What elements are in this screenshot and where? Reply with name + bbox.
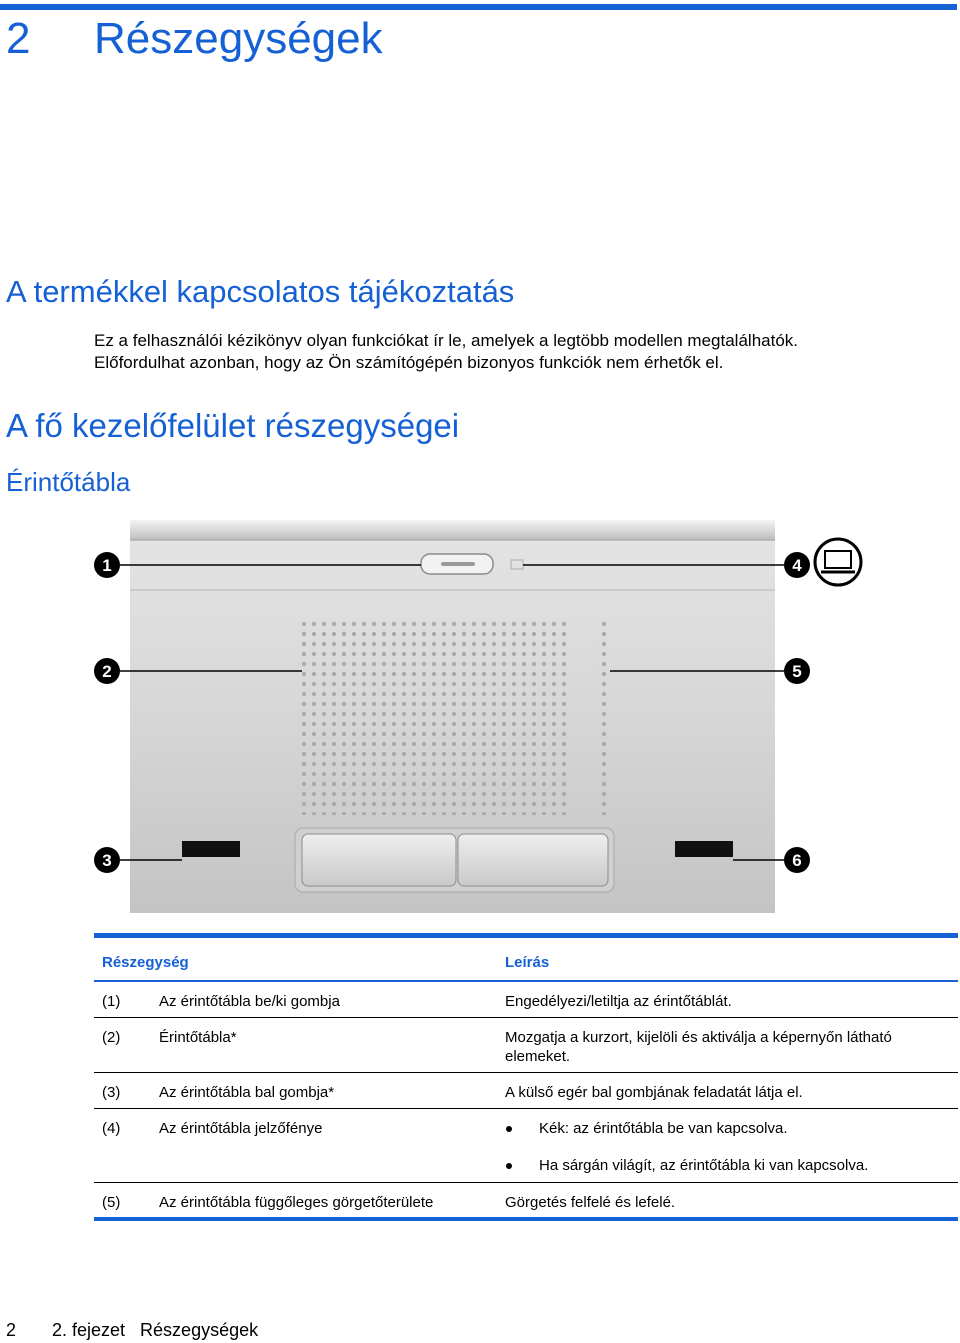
table-row [94, 1018, 958, 1073]
table-row [94, 1183, 958, 1217]
svg-text:5: 5 [792, 662, 802, 681]
intro-line: Előfordulhat azonban, hogy az Ön számítógépén bizonyos funkciók nem érhetők el. [94, 353, 724, 372]
svg-text:3: 3 [102, 851, 112, 870]
page-footer [6, 1320, 258, 1341]
row-number: (2) [102, 1029, 121, 1046]
chapter-top-rule [0, 4, 957, 10]
intro-paragraph [94, 330, 798, 374]
callout-5 [784, 658, 810, 684]
touchpad-on-off-button [421, 554, 493, 574]
chapter-title: Részegységek [94, 14, 383, 63]
row-bullet-text: Ha sárgán világít, az érintőtábla ki van kapcsolva. [539, 1157, 869, 1174]
callout-6 [784, 847, 810, 873]
intro-line: Ez a felhasználói kézikönyv olyan funkciókat ír le, amelyek a legtöbb modellen megtalálhatók. [94, 331, 798, 350]
left-speaker-slot [182, 841, 240, 857]
callout-4 [784, 552, 810, 578]
svg-text:1: 1 [102, 556, 112, 575]
table-row [94, 982, 958, 1018]
row-component: Az érintőtábla bal gombja* [159, 1084, 335, 1101]
touchpad-buttons [295, 828, 614, 892]
table-header [94, 938, 958, 982]
row-component: Az érintőtábla be/ki gombja [159, 993, 340, 1010]
row-description: Mozgatja a kurzort, kijelöli és aktiválja a képernyőn látható elemeket. [505, 1029, 892, 1065]
components-table [94, 933, 958, 1221]
row-bullet-text: Kék: az érintőtábla be van kapcsolva. [539, 1120, 788, 1137]
svg-text:2: 2 [102, 662, 112, 681]
vertical-scroll-zone [596, 619, 610, 815]
callout-1 [94, 552, 120, 578]
right-speaker-slot [675, 841, 733, 857]
row-component: Érintőtábla* [159, 1029, 237, 1046]
svg-text:6: 6 [792, 851, 802, 870]
touchpad-surface [302, 619, 570, 815]
table-bottom-rule [94, 1217, 958, 1221]
callout-3 [94, 847, 120, 873]
subsection-title: A fő kezelőfelület részegységei [6, 407, 460, 444]
touchpad-right-button [458, 834, 608, 886]
section-title: A termékkel kapcsolatos tájékoztatás [6, 274, 515, 309]
callout-2 [94, 658, 120, 684]
row-component: Az érintőtábla jelzőfénye [159, 1120, 323, 1137]
chapter-heading [6, 14, 383, 64]
svg-text:4: 4 [792, 556, 802, 575]
row-number: (5) [102, 1194, 121, 1211]
row-description: A külső egér bal gombjának feladatát látja el. [505, 1084, 803, 1101]
footer-chapter-label: 2. fejezet Részegységek [52, 1320, 259, 1340]
chapter-number: 2 [6, 14, 31, 63]
table-row [94, 1073, 958, 1109]
header-component: Részegység [102, 954, 189, 971]
row-number: (3) [102, 1084, 121, 1101]
touchpad-icon [815, 539, 861, 585]
row-number: (1) [102, 993, 121, 1010]
touchpad-left-button [302, 834, 456, 886]
subsubsection-title: Érintőtábla [6, 467, 131, 497]
row-description: Görgetés felfelé és lefelé. [505, 1194, 676, 1211]
row-description: Engedélyezi/letiltja az érintőtáblát. [505, 993, 732, 1010]
touchpad-illustration [90, 520, 870, 915]
row-number: (4) [102, 1120, 121, 1137]
table-row [94, 1109, 958, 1183]
header-description: Leírás [505, 954, 550, 971]
row-component: Az érintőtábla függőleges görgetőterülete [159, 1194, 434, 1211]
page-number: 2 [6, 1320, 17, 1340]
